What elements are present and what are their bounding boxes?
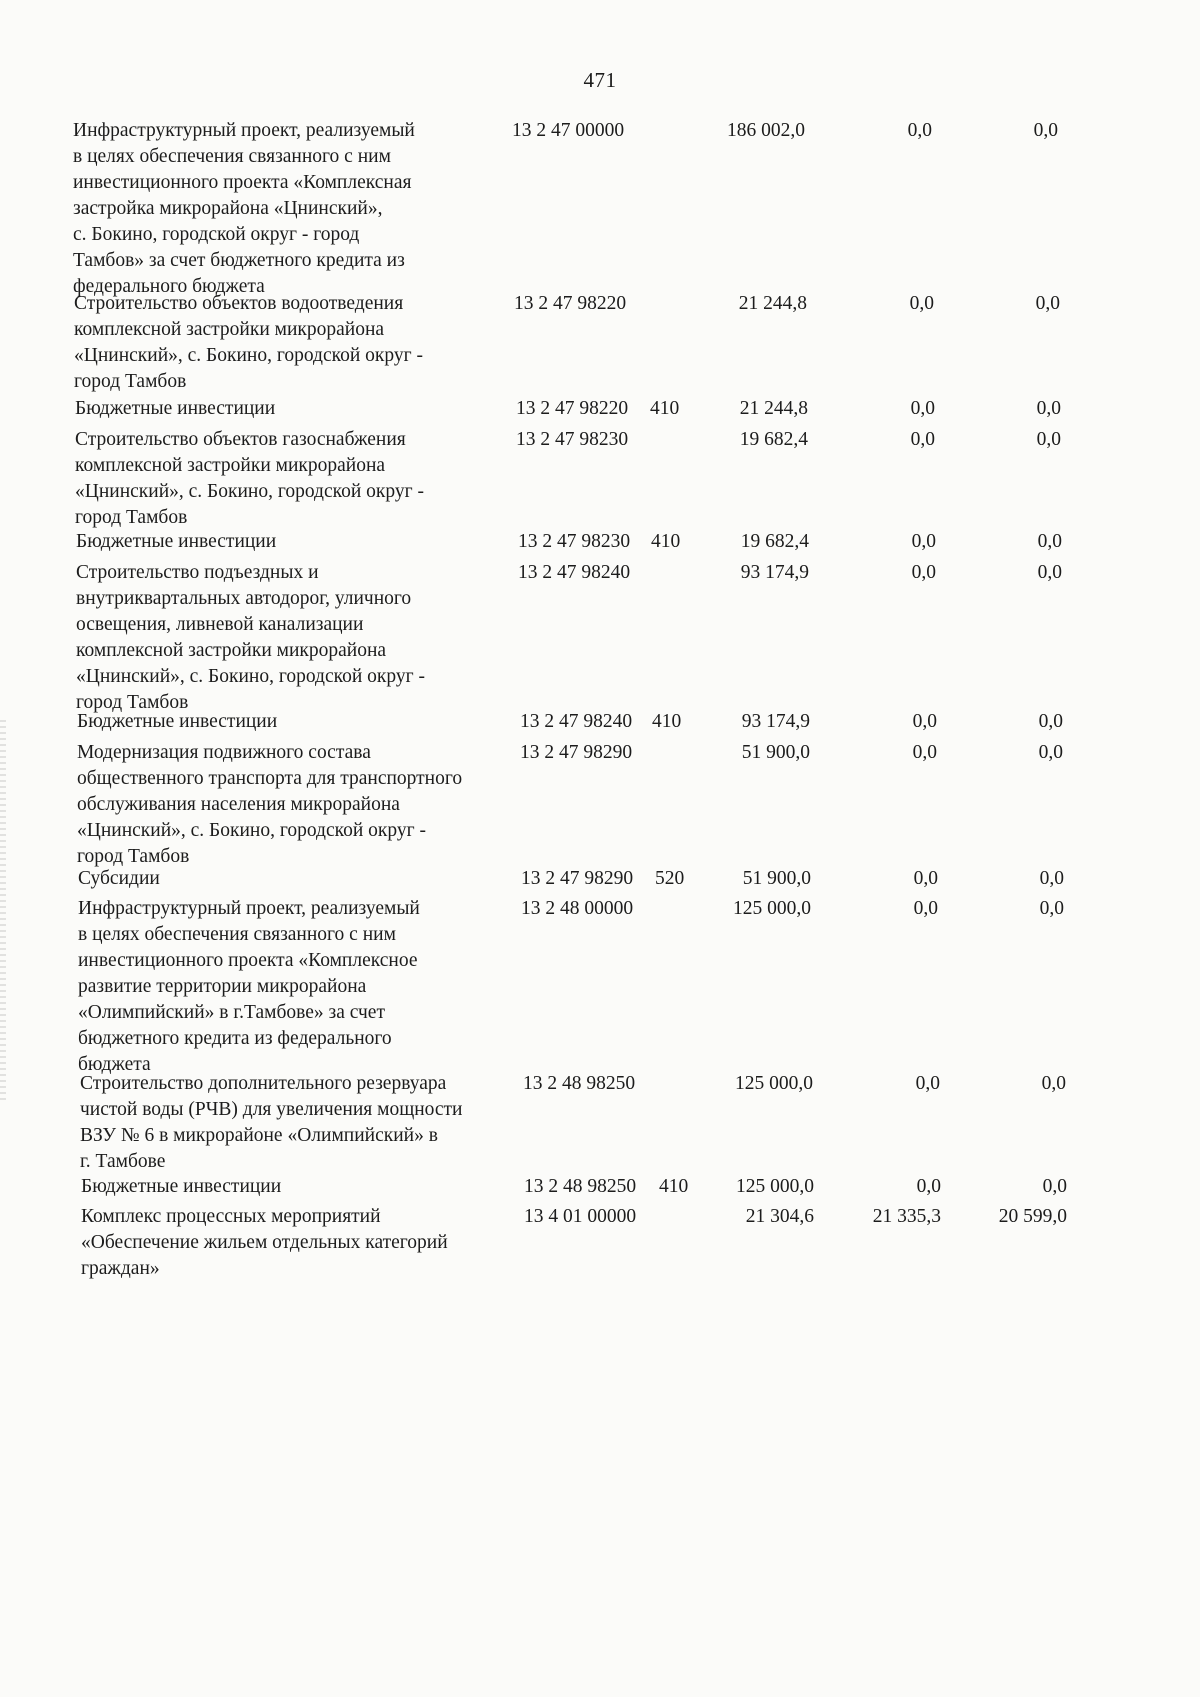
row-target-code: 13 2 48 98250 (524, 1176, 637, 1197)
row-value-year2: 0,0 (912, 742, 937, 763)
row-value-year3: 0,0 (1038, 742, 1063, 763)
row-value-year2: 0,0 (912, 711, 937, 732)
row-target-code: 13 2 47 00000 (512, 120, 625, 141)
row-value-year3: 0,0 (1038, 711, 1063, 732)
row-value-year3: 0,0 (1036, 429, 1061, 450)
row-target-code: 13 2 47 98220 (516, 398, 629, 419)
row-value-year2: 0,0 (915, 1073, 940, 1094)
row-description: Инфраструктурный проект, реализуемый в целях обеспечения связанного с ним инвестиционного проекта «Комплексное развитие территории микрорайона «Олимпийский» в г.Тамбове» за счет бюджетного кредита из федерального бюджета (78, 898, 420, 1075)
row-expense-type: 410 (659, 1176, 689, 1197)
row-value-year2: 0,0 (911, 562, 936, 583)
row-value-year1: 125 000,0 (733, 898, 811, 919)
row-value-year1: 51 900,0 (741, 742, 810, 763)
row-value-year1: 21 244,8 (738, 293, 807, 314)
row-expense-type: 410 (651, 531, 681, 552)
row-target-code: 13 2 47 98290 (520, 742, 633, 763)
row-description: Комплекс процессных мероприятий «Обеспечение жильем отдельных категорий граждан» (81, 1206, 448, 1279)
row-target-code: 13 2 47 98230 (516, 429, 629, 450)
row-description: Модернизация подвижного состава общественного транспорта для транспортного обслуживания населения микрорайона «Цнинский», с. Бокино, городской округ - город Тамбов (77, 742, 463, 867)
row-expense-type: 520 (655, 868, 685, 889)
row-value-year1: 21 304,6 (745, 1206, 814, 1227)
row-description: Инфраструктурный проект, реализуемый в целях обеспечения связанного с ним инвестиционного проекта «Комплексная застройка микрорайона «Цнинский», с. Бокино, городской округ - город Тамбов» за счет бюджетного кредита из федерального бюджета (73, 120, 415, 297)
row-expense-type: 410 (652, 711, 682, 732)
row-target-code: 13 2 48 00000 (521, 898, 634, 919)
row-description: Бюджетные инвестиции (81, 1176, 282, 1197)
row-value-year1: 125 000,0 (735, 1073, 813, 1094)
row-value-year1: 51 900,0 (742, 868, 811, 889)
row-value-year3: 0,0 (1035, 293, 1060, 314)
row-description: Строительство объектов водоотведения комплексной застройки микрорайона «Цнинский», с. Бокино, городской округ - город Тамбов (74, 293, 423, 392)
row-expense-type: 410 (650, 398, 680, 419)
row-value-year1: 21 244,8 (739, 398, 808, 419)
row-target-code: 13 2 48 98250 (523, 1073, 636, 1094)
scan-edge-artifact (0, 720, 6, 1100)
row-description: Строительство объектов газоснабжения комплексной застройки микрорайона «Цнинский», с. Бокино, городской округ - город Тамбов (75, 429, 424, 528)
row-value-year3: 0,0 (1033, 120, 1058, 141)
row-value-year2: 0,0 (907, 120, 932, 141)
row-description: Бюджетные инвестиции (77, 711, 278, 732)
row-value-year1: 19 682,4 (739, 429, 808, 450)
row-value-year1: 125 000,0 (736, 1176, 814, 1197)
row-value-year2: 0,0 (909, 293, 934, 314)
row-value-year1: 93 174,9 (740, 562, 809, 583)
row-target-code: 13 2 47 98230 (518, 531, 631, 552)
row-value-year3: 0,0 (1039, 868, 1064, 889)
row-description: Строительство дополнительного резервуара чистой воды (РЧВ) для увеличения мощности ВЗУ № 6 в микрорайоне «Олимпийский» в г. Тамбове (80, 1073, 463, 1172)
row-target-code: 13 2 47 98220 (514, 293, 627, 314)
row-value-year2: 0,0 (913, 868, 938, 889)
row-target-code: 13 4 01 00000 (524, 1206, 637, 1227)
row-value-year2: 0,0 (910, 398, 935, 419)
row-target-code: 13 2 47 98240 (518, 562, 631, 583)
row-value-year2: 0,0 (913, 898, 938, 919)
row-value-year3: 0,0 (1042, 1176, 1067, 1197)
row-value-year3: 0,0 (1039, 898, 1064, 919)
row-value-year3: 20 599,0 (998, 1206, 1067, 1227)
row-value-year3: 0,0 (1037, 562, 1062, 583)
row-value-year2: 0,0 (916, 1176, 941, 1197)
row-value-year1: 186 002,0 (727, 120, 805, 141)
row-value-year2: 0,0 (911, 531, 936, 552)
row-value-year3: 0,0 (1037, 531, 1062, 552)
row-description: Субсидии (78, 868, 160, 889)
row-value-year3: 0,0 (1041, 1073, 1066, 1094)
row-description: Бюджетные инвестиции (76, 531, 277, 552)
row-target-code: 13 2 47 98290 (521, 868, 634, 889)
row-value-year3: 0,0 (1036, 398, 1061, 419)
row-value-year1: 19 682,4 (740, 531, 809, 552)
row-description: Строительство подъездных и внутриквартальных автодорог, уличного освещения, ливневой канализации комплексной застройки микрорайона «Цнинский», с. Бокино, городской округ - город Тамбов (76, 562, 425, 713)
row-value-year2: 21 335,3 (872, 1206, 941, 1227)
row-description: Бюджетные инвестиции (75, 398, 276, 419)
row-value-year1: 93 174,9 (741, 711, 810, 732)
page-number: 471 (583, 68, 617, 92)
row-target-code: 13 2 47 98240 (520, 711, 633, 732)
row-value-year2: 0,0 (910, 429, 935, 450)
